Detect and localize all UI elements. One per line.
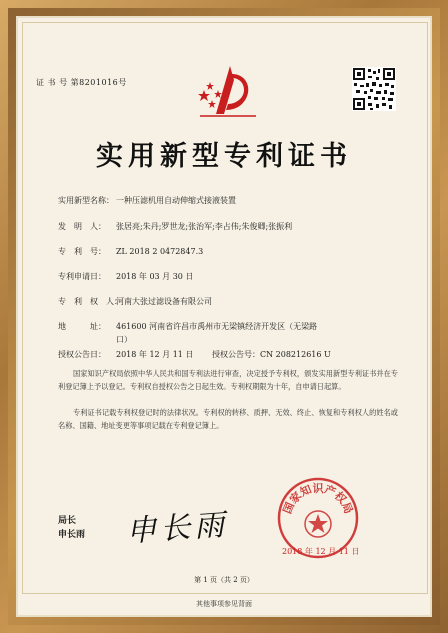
field-label: 专利申请日： — [58, 272, 106, 281]
certificate-number: 证 书 号 第8201016号 — [36, 78, 127, 87]
field-label: 发 明 人： — [58, 222, 106, 231]
page-number: 第 1 页（共 2 页） — [194, 576, 254, 584]
seal-text: 国家知识产权局 — [280, 482, 356, 516]
field-label: 授权公告号： — [212, 350, 260, 359]
field-application-date — [58, 271, 193, 283]
certificate-title: 实用新型专利证书 — [96, 141, 352, 172]
field-value: 张居亮;朱丹;罗世龙;张治军;李占伟;朱俊卿;张振利 — [116, 222, 293, 231]
statement-paragraph-2: 专利证书记载专利权登记时的法律状况。专利权的转移、质押、无效、终止、恢复和专利权人的姓名或名称、国籍、地址变更等事项记载在专利登记簿上。 — [58, 408, 398, 430]
field-label: 实用新型名称： — [58, 196, 114, 205]
statement-paragraph-1: 国家知识产权局依照中华人民共和国专利法进行审查，决定授予专利权，颁发实用新型专利证书并在专利登记簿上予以登记。专利权自授权公告之日起生效。专利权期限为十年，自申请日起算。 — [58, 369, 398, 391]
field-address-line2: 口） — [116, 335, 132, 344]
field-label: 专 利 号： — [58, 247, 106, 256]
field-patent-number — [58, 246, 203, 258]
field-value: 河南大张过滤设备有限公司 — [116, 297, 212, 306]
field-value: 一种压滤机用自动伸缩式接液装置 — [116, 196, 236, 205]
qr-code-icon[interactable] — [352, 67, 396, 111]
field-value: 461600 河南省许昌市禹州市无梁镇经济开发区（无梁路 — [116, 322, 318, 331]
field-label: 授权公告日： — [58, 350, 106, 359]
director-signature: 申长雨 — [125, 507, 230, 550]
field-value: 2018 年 03 月 30 日 — [116, 272, 194, 281]
seal-date: 2018 年 12 月 11 日 — [282, 547, 360, 556]
patent-office-emblem-icon — [196, 60, 260, 124]
field-address — [58, 321, 317, 333]
field-grant-date — [58, 349, 193, 361]
field-value: ZL 2018 2 0472847.3 — [116, 247, 204, 256]
field-utility-model-name — [58, 195, 236, 207]
footer-note: 其他事项参见背面 — [196, 600, 252, 608]
field-label: 专 利 权 人： — [58, 297, 122, 306]
field-label: 地 址： — [58, 322, 106, 331]
field-announcement-number — [212, 349, 331, 361]
field-inventors — [58, 221, 292, 233]
field-patentee — [58, 296, 212, 308]
field-value: CN 208212616 U — [260, 350, 331, 359]
field-value: 2018 年 12 月 11 日 — [116, 350, 194, 359]
director-role: 局长 — [58, 516, 77, 526]
director-name: 申长雨 — [58, 530, 86, 540]
